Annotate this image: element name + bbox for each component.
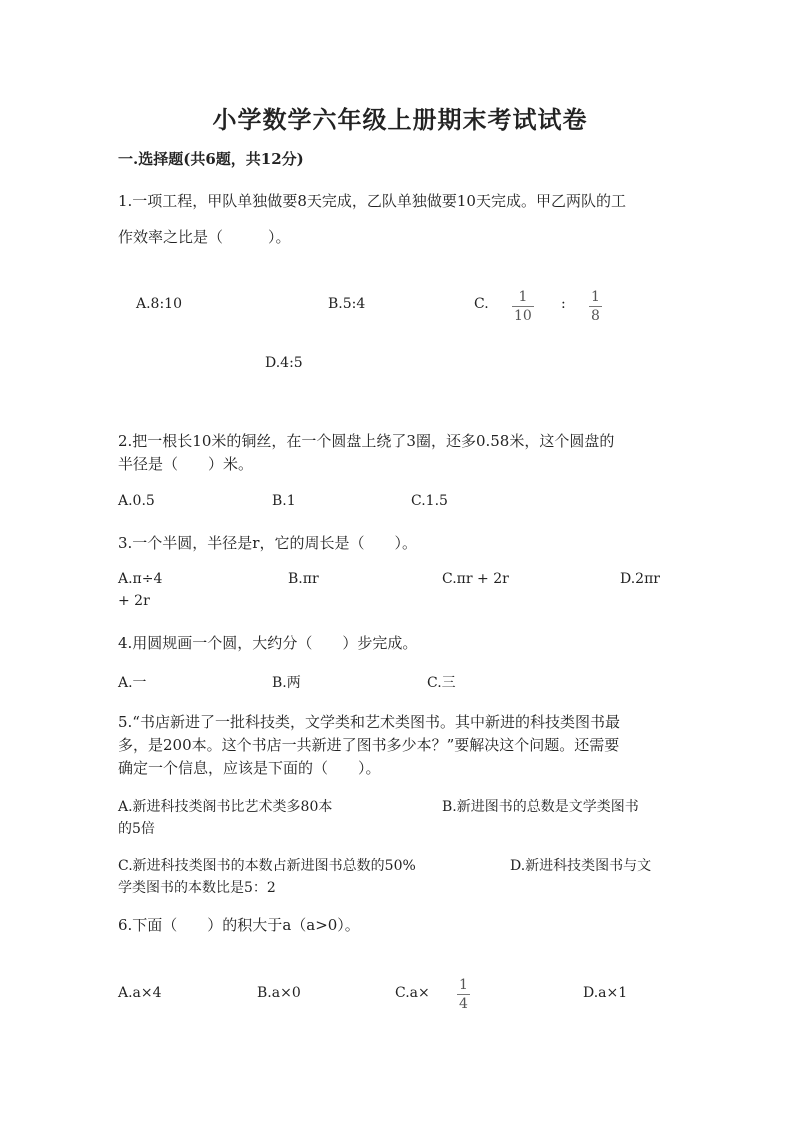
q3-option-d-continued: + 2r: [118, 593, 150, 609]
q3-option-c[interactable]: C.πr + 2r: [442, 571, 509, 587]
q3-option-d[interactable]: D.2πr: [620, 571, 660, 587]
q5-option-b[interactable]: B.新进图书的总数是文学类图书: [442, 799, 639, 815]
q3-option-b[interactable]: B.πr: [288, 571, 319, 587]
q5-option-c[interactable]: C.新进科技类图书的本数占新进图书总数的50%: [118, 858, 416, 874]
q1-option-b[interactable]: B.5:4: [328, 296, 366, 312]
q6-option-a[interactable]: A.a×4: [118, 985, 162, 1001]
section-heading: 一.选择题(共6题，共12分): [118, 150, 304, 168]
question-2-line-2: 半径是（ ）米。: [118, 455, 254, 473]
q1-option-c-colon: :: [561, 296, 566, 312]
question-5-line-3: 确定一个信息，应该是下面的（ ）。: [118, 759, 381, 777]
question-6-line-1: 6.下面（ ）的积大于a（a>0）。: [118, 916, 360, 934]
q1-option-c-fraction-1: [512, 289, 534, 324]
q6-option-c-fraction: [457, 977, 470, 1012]
q6-option-b[interactable]: B.a×0: [257, 985, 301, 1001]
q6-option-d[interactable]: D.a×1: [583, 985, 628, 1001]
q5-option-b-continued: 的5倍: [118, 821, 155, 837]
fraction-denominator: 4: [459, 996, 468, 1012]
fraction-bar: [457, 994, 470, 995]
question-5-line-2: 多，是200本。这个书店一共新进了图书多少本？”要解决这个问题。还需要: [118, 736, 620, 754]
q4-option-b[interactable]: B.两: [272, 675, 301, 691]
fraction-bar: [589, 306, 602, 307]
q5-option-d-continued: 学类图书的本数比是5：2: [118, 880, 276, 896]
question-5-line-1: 5.“书店新进了一批科技类，文学类和艺术类图书。其中新进的科技类图书最: [118, 713, 620, 731]
fraction-numerator: 1: [459, 977, 468, 993]
q6-option-c[interactable]: C.a×: [395, 985, 430, 1001]
question-1-line-2: 作效率之比是（ ）。: [118, 228, 291, 246]
q2-option-c[interactable]: C.1.5: [411, 493, 448, 509]
fraction-numerator: 1: [591, 289, 600, 305]
q1-option-d[interactable]: D.4:5: [265, 355, 303, 371]
q1-option-c[interactable]: C.: [474, 296, 489, 312]
question-4-line-1: 4.用圆规画一个圆，大约分（ ）步完成。: [118, 634, 418, 652]
q3-option-a[interactable]: A.π÷4: [118, 571, 163, 587]
question-2-line-1: 2.把一根长10米的铜丝，在一个圆盘上绕了3圈，还多0.58米，这个圆盘的: [118, 432, 615, 450]
fraction-denominator: 10: [514, 308, 532, 324]
q5-option-a[interactable]: A.新进科技类阁书比艺术类多80本: [118, 799, 333, 815]
page-title: 小学数学六年级上册期末考试试卷: [212, 105, 588, 134]
question-1-line-1: 1.一项工程，甲队单独做要8天完成，乙队单独做要10天完成。甲乙两队的工: [118, 192, 626, 210]
q2-option-b[interactable]: B.1: [272, 493, 296, 509]
q4-option-a[interactable]: A.一: [118, 675, 147, 691]
q5-option-d[interactable]: D.新进科技类图书与文: [510, 858, 652, 874]
q1-option-a[interactable]: A.8:10: [136, 296, 182, 312]
fraction-numerator: 1: [518, 289, 528, 305]
fraction-bar: [512, 306, 534, 307]
q2-option-a[interactable]: A.0.5: [118, 493, 155, 509]
fraction-denominator: 8: [591, 308, 600, 324]
question-3-line-1: 3.一个半圆，半径是r，它的周长是（ ）。: [118, 534, 417, 552]
q1-option-c-fraction-2: [589, 289, 602, 324]
q4-option-c[interactable]: C.三: [427, 675, 456, 691]
